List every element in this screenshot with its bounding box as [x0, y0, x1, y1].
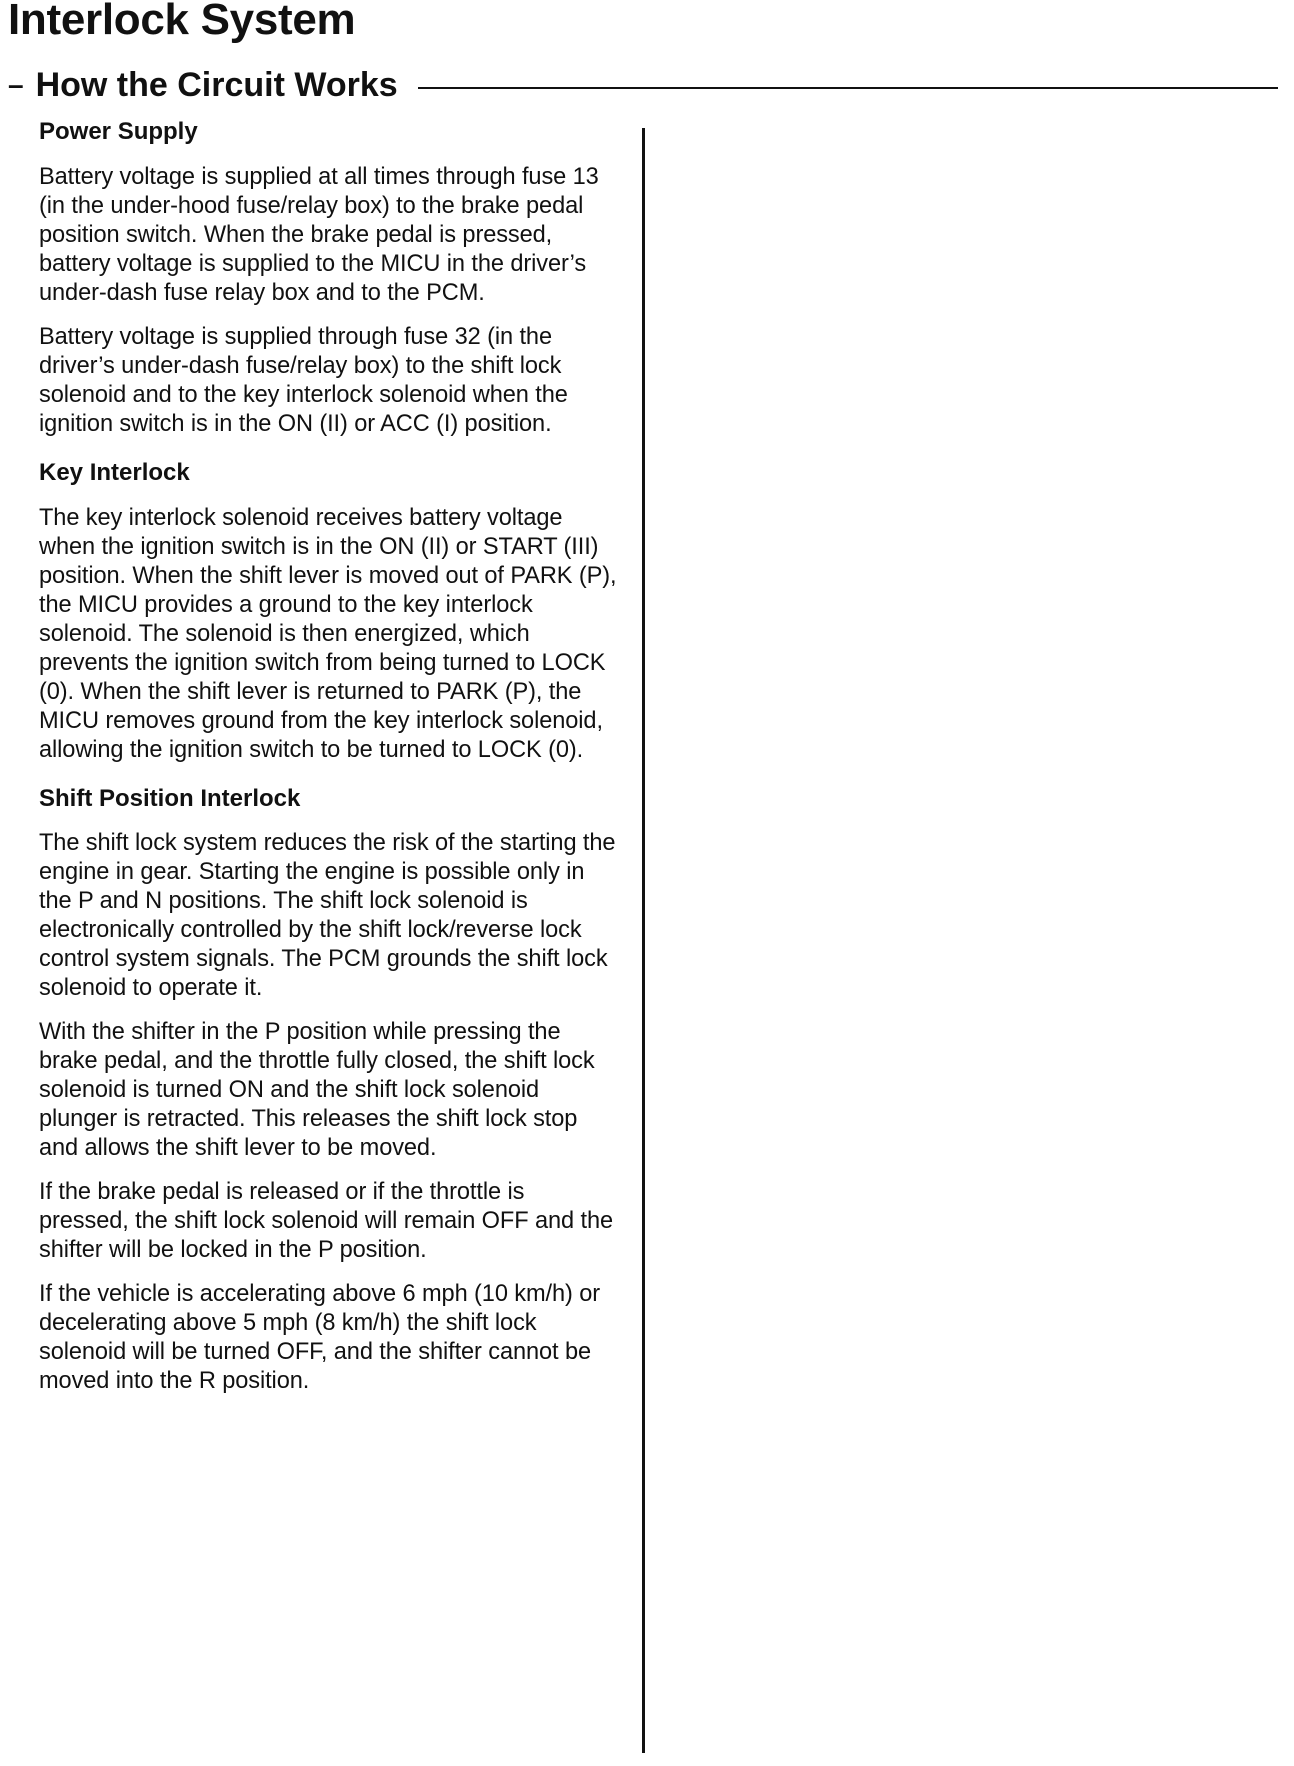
section-shift-position-interlock	[39, 785, 619, 1397]
section-heading: Shift Position Interlock	[39, 784, 301, 812]
section-heading: Power Supply	[39, 118, 198, 145]
title-dash: –	[8, 69, 24, 100]
paragraph: If the vehicle is accelerating above 6 mph (10 km/h) or decelerating above 5 mph (8 km/h) the shift lock solenoid will be turned OFF, and the shifter cannot be moved into the R position.	[39, 1281, 601, 1395]
title-rule	[418, 87, 1278, 89]
page-title: Interlock System	[8, 0, 356, 44]
section-key-interlock	[39, 459, 619, 765]
paragraph: The key interlock solenoid receives battery voltage when the ignition switch is in the ON (II) or START (III) position. When the shift lever is moved out of PARK (P), the MICU provides a ground to the key interlock solenoid. The solenoid is then energized, which prevents the ignition switch from being turned to LOCK (0). When the shift lever is returned to PARK (P), the MICU removes ground from the key interlock solenoid, allowing the ignition switch to be turned to LOCK (0).	[39, 504, 617, 763]
main-content	[39, 118, 619, 1411]
section-title-row	[8, 60, 1278, 110]
section-power-supply	[39, 118, 619, 439]
paragraph: Battery voltage is supplied through fuse 32 (in the driver’s under-dash fuse/relay box) to the shift lock solenoid and to the key interlock solenoid when the ignition switch is in the ON (II) or ACC (I) position.	[39, 323, 568, 437]
paragraph: Battery voltage is supplied at all times through fuse 13 (in the under-hood fuse/relay box) to the brake pedal position switch. When the brake pedal is pressed, battery voltage is supplied to the MICU in the driver’s under-dash fuse relay box and to the PCM.	[39, 163, 599, 306]
section-title: How the Circuit Works	[35, 66, 398, 104]
paragraph: With the shifter in the P position while pressing the brake pedal, and the throttle fully closed, the shift lock solenoid is turned ON and the shift lock solenoid plunger is retracted. This releases the shift lock stop and allows the shift lever to be moved.	[39, 1019, 595, 1162]
section-heading: Key Interlock	[39, 458, 190, 486]
paragraph: If the brake pedal is released or if the throttle is pressed, the shift lock solenoid will remain OFF and the shifter will be locked in the P position.	[39, 1179, 614, 1264]
paragraph: The shift lock system reduces the risk of the starting the engine in gear. Starting the engine is possible only in the P and N positions. The shift lock solenoid is electronically controlled by the shift lock/reverse lock control system signals. The PCM grounds the shift lock solenoid to operate it.	[39, 830, 616, 1002]
column-divider	[642, 128, 645, 1753]
